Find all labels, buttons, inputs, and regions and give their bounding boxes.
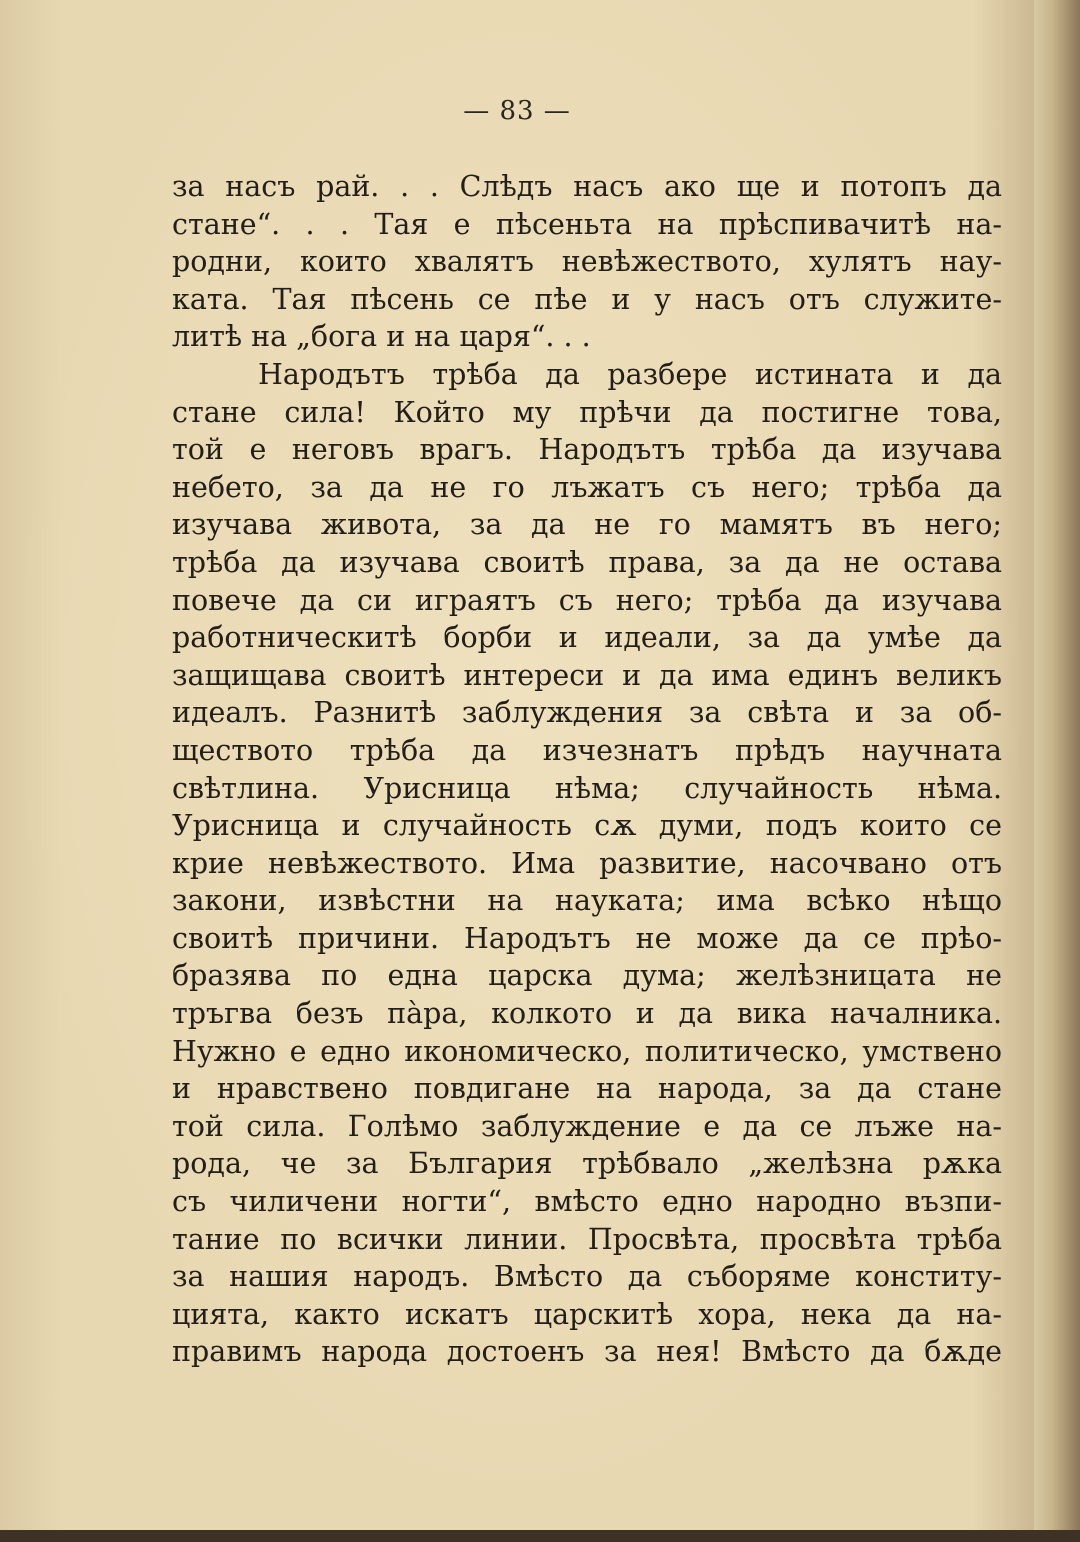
page-number: — 83 — — [463, 96, 571, 126]
text-line: идеалъ. Разнитѣ заблуждения за свѣта и за об- — [172, 696, 1002, 730]
text-line: изучава живота, за да не го мамятъ въ него; — [172, 508, 1002, 542]
text-line: работническитѣ борби и идеали, за да умѣе да — [172, 621, 1002, 655]
text-line: и нравствено повдигане на народа, за да стане — [172, 1072, 1002, 1106]
text-line: той е неговъ врагъ. Народътъ трѣба да изучава — [172, 433, 1002, 467]
text-line: ката. Тая пѣсень се пѣе и у насъ отъ служите- — [172, 282, 1002, 316]
text-line: литѣ на „бога и на царя“. . . — [172, 320, 591, 354]
text-line: Урисница и случайность сѫ думи, подъ които се — [172, 809, 1002, 843]
text-line: за насъ рай. . . Слѣдъ насъ ако ще и потопъ да — [172, 170, 1002, 203]
text-line: ществото трѣба да изчезнатъ прѣдъ научната — [172, 733, 1002, 767]
body-text — [172, 168, 1002, 1371]
text-line: Нужно е едно икономическо, политическо, умствено — [172, 1034, 1002, 1068]
text-line: родни, които хвалятъ невѣжеството, хулятъ нау- — [172, 245, 1002, 279]
text-line: съ чиличени ногти“, вмѣсто едно народно възпи- — [172, 1185, 1002, 1219]
text-line: крие невѣжеството. Има развитие, насочвано отъ — [172, 846, 1002, 880]
page-edge-right — [1034, 0, 1080, 1542]
text-line: защищава своитѣ интереси и да има единъ великъ — [172, 658, 1002, 692]
text-line: закони, извѣстни на науката; има всѣко нѣщо — [172, 884, 1002, 918]
text-line: трѣба да изучава своитѣ права, за да не остава — [172, 545, 1002, 579]
text-line: бразява по една царска дума; желѣзницата не — [172, 959, 1002, 993]
paragraph-first-line: Народътъ трѣба да разбере истината и да — [258, 357, 1002, 391]
text-line: за нашия народъ. Вмѣсто да съборяме конститу- — [172, 1260, 1002, 1294]
text-line: цията, както искатъ царскитѣ хора, нека да на- — [172, 1297, 1002, 1331]
text-line: стане сила! Който му прѣчи да постигне това, — [172, 395, 1002, 429]
text-line: стане“. . . Тая е пѣсеньта на прѣспивачитѣ на- — [172, 207, 1002, 241]
text-line: тание по всички линии. Просвѣта, просвѣта трѣба — [172, 1222, 1002, 1256]
text-line: правимъ народа достоенъ за нея! Вмѣсто да бѫде — [172, 1335, 1002, 1369]
text-line: рода, че за България трѣбвало „желѣзна рѫка — [172, 1147, 1002, 1181]
text-line: своитѣ причини. Народътъ не може да се прѣо- — [172, 921, 1002, 955]
text-line: повече да си играятъ съ него; трѣба да изучава — [172, 583, 1002, 617]
text-line: тръгва безъ пàра, колкото и да вика началника. — [172, 997, 1002, 1031]
page-edge-bottom — [0, 1530, 1080, 1542]
text-line: небето, за да не го лъжатъ съ него; трѣба да — [172, 470, 1002, 504]
text-line: той сила. Голѣмо заблуждение е да се лъже на- — [172, 1109, 1002, 1143]
text-line: свѣтлина. Урисница нѣма; случайность нѣма. — [172, 771, 1002, 805]
